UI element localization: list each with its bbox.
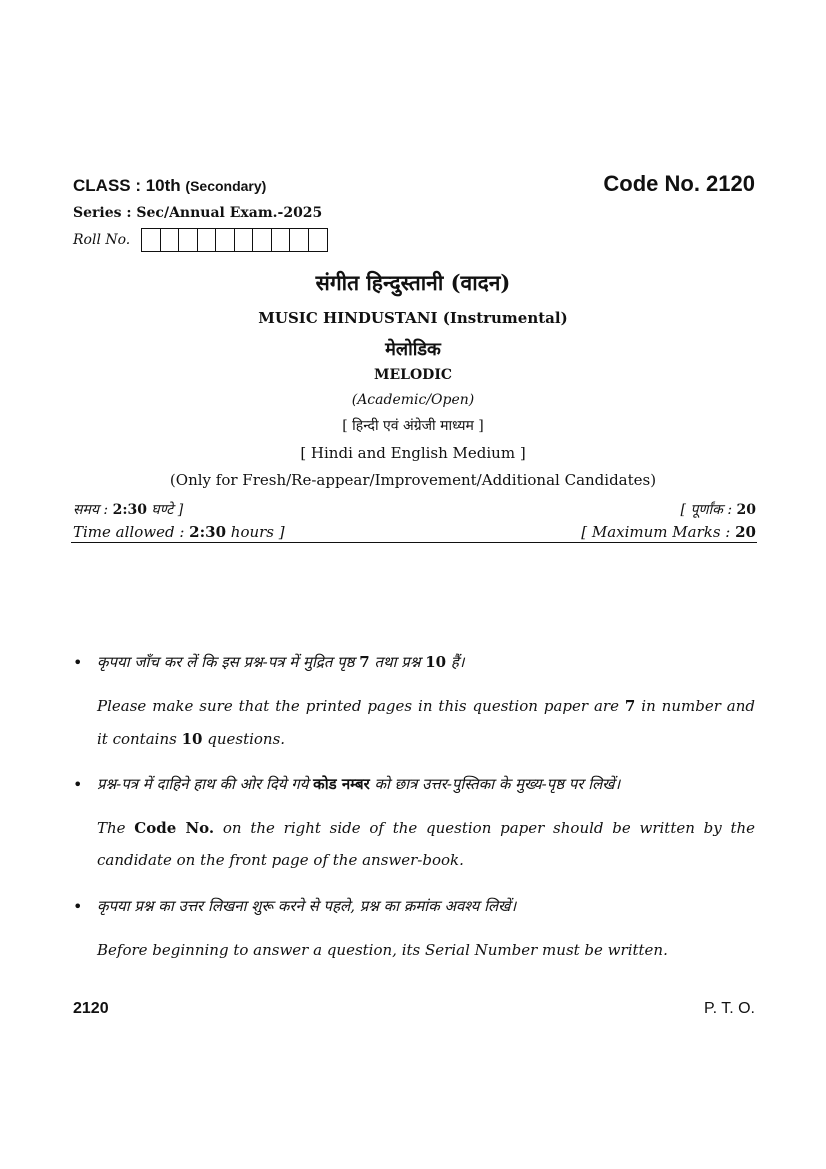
text: in number and <box>635 697 756 715</box>
code-number-term: कोड नम्बर <box>313 775 370 793</box>
medium-hindi: [ हिन्दी एवं अंग्रेजी माध्यम ] <box>342 418 484 434</box>
marks-hindi-value: 20 <box>736 502 756 518</box>
instruction-1-english-line-1 <box>97 697 755 715</box>
roll-number-box[interactable] <box>309 229 328 251</box>
text: The <box>97 819 135 837</box>
academic-open-label: (Academic/Open) <box>351 392 475 408</box>
instruction-2-english-line-1 <box>97 819 755 837</box>
bullet-2: • <box>73 775 83 794</box>
time-english-unit: hours ] <box>226 523 285 541</box>
roll-number-box[interactable] <box>216 229 235 251</box>
time-english-label: Time allowed : <box>73 523 190 541</box>
time-hindi-label: समय : <box>73 502 113 518</box>
roll-number-box[interactable] <box>235 229 254 251</box>
roll-number-box[interactable] <box>179 229 198 251</box>
instruction-2-english-line-2: candidate on the front page of the answer-book. <box>97 851 464 869</box>
medium-english: [ Hindi and English Medium ] <box>300 444 526 462</box>
roll-number-boxes[interactable] <box>141 228 328 252</box>
question-count: 10 <box>425 653 447 671</box>
text: को छात्र उत्तर-पुस्तिका के मुख्य-पृष्ठ पर लिखें। <box>369 775 621 793</box>
text: प्रश्न-पत्र में दाहिने हाथ की ओर दिये गये <box>97 775 314 793</box>
max-marks-english <box>581 523 756 541</box>
text: on the right side of the question paper should be written by the <box>214 819 756 837</box>
header-divider <box>71 542 757 543</box>
roll-number-box[interactable] <box>290 229 309 251</box>
text: questions. <box>202 730 286 748</box>
bullet-1: • <box>73 653 83 672</box>
text: it contains <box>97 730 182 748</box>
question-count: 10 <box>181 730 203 748</box>
text: Please make sure that the printed pages in this question paper are <box>97 697 625 715</box>
instruction-1-english-line-2 <box>97 730 285 748</box>
class-type: (Secondary) <box>185 178 267 194</box>
marks-english-value: 20 <box>735 523 756 541</box>
time-english-value: 2:30 <box>189 523 227 541</box>
roll-number-box[interactable] <box>161 229 180 251</box>
please-turn-over: P. T. O. <box>704 1000 755 1017</box>
max-marks-hindi <box>681 500 756 519</box>
instruction-3-english: Before beginning to answer a question, its Serial Number must be written. <box>97 941 668 959</box>
marks-english-label: [ Maximum Marks : <box>581 523 736 541</box>
page-count: 7 <box>624 697 636 715</box>
bullet-3: • <box>73 897 83 916</box>
roll-number-box[interactable] <box>142 229 161 251</box>
instruction-1-hindi <box>97 652 465 672</box>
instruction-2-hindi <box>97 774 620 794</box>
time-allowed-english <box>73 523 285 541</box>
subject-title-english: MUSIC HINDUSTANI (Instrumental) <box>258 309 568 327</box>
series-line: Series : Sec/Annual Exam.-2025 <box>73 205 323 221</box>
text: हैं। <box>446 653 465 671</box>
footer-code-number: 2120 <box>73 1000 109 1017</box>
code-number-term: Code No. <box>134 819 215 837</box>
time-allowed-hindi <box>73 500 183 519</box>
class-label: CLASS : 10th <box>73 176 181 195</box>
text: तथा प्रश्न <box>369 653 426 671</box>
melodic-title-hindi: मेलोडिक <box>385 339 441 360</box>
candidates-note: (Only for Fresh/Re-appear/Improvement/Additional Candidates) <box>169 471 657 489</box>
subject-title-hindi: संगीत हिन्दुस्तानी (वादन) <box>315 270 511 295</box>
page-count: 7 <box>359 653 370 671</box>
melodic-title-english: MELODIC <box>373 367 453 383</box>
roll-number-label: Roll No. <box>73 232 131 248</box>
time-hindi-unit: घण्टे ] <box>146 502 184 518</box>
code-number: Code No. 2120 <box>603 171 755 196</box>
marks-hindi-label: [ पूर्णांक : <box>680 502 737 518</box>
instruction-3-hindi: कृपया प्रश्न का उत्तर लिखना शुरू करने से पहले, प्रश्न का क्रमांक अवश्य लिखें। <box>97 897 517 915</box>
text: कृपया जाँच कर लें कि इस प्रश्न-पत्र में मुद्रित पृष्ठ <box>97 653 360 671</box>
time-hindi-value: 2:30 <box>112 502 147 518</box>
roll-number-box[interactable] <box>198 229 217 251</box>
roll-number-box[interactable] <box>253 229 272 251</box>
class-line <box>73 176 266 196</box>
roll-number-box[interactable] <box>272 229 291 251</box>
